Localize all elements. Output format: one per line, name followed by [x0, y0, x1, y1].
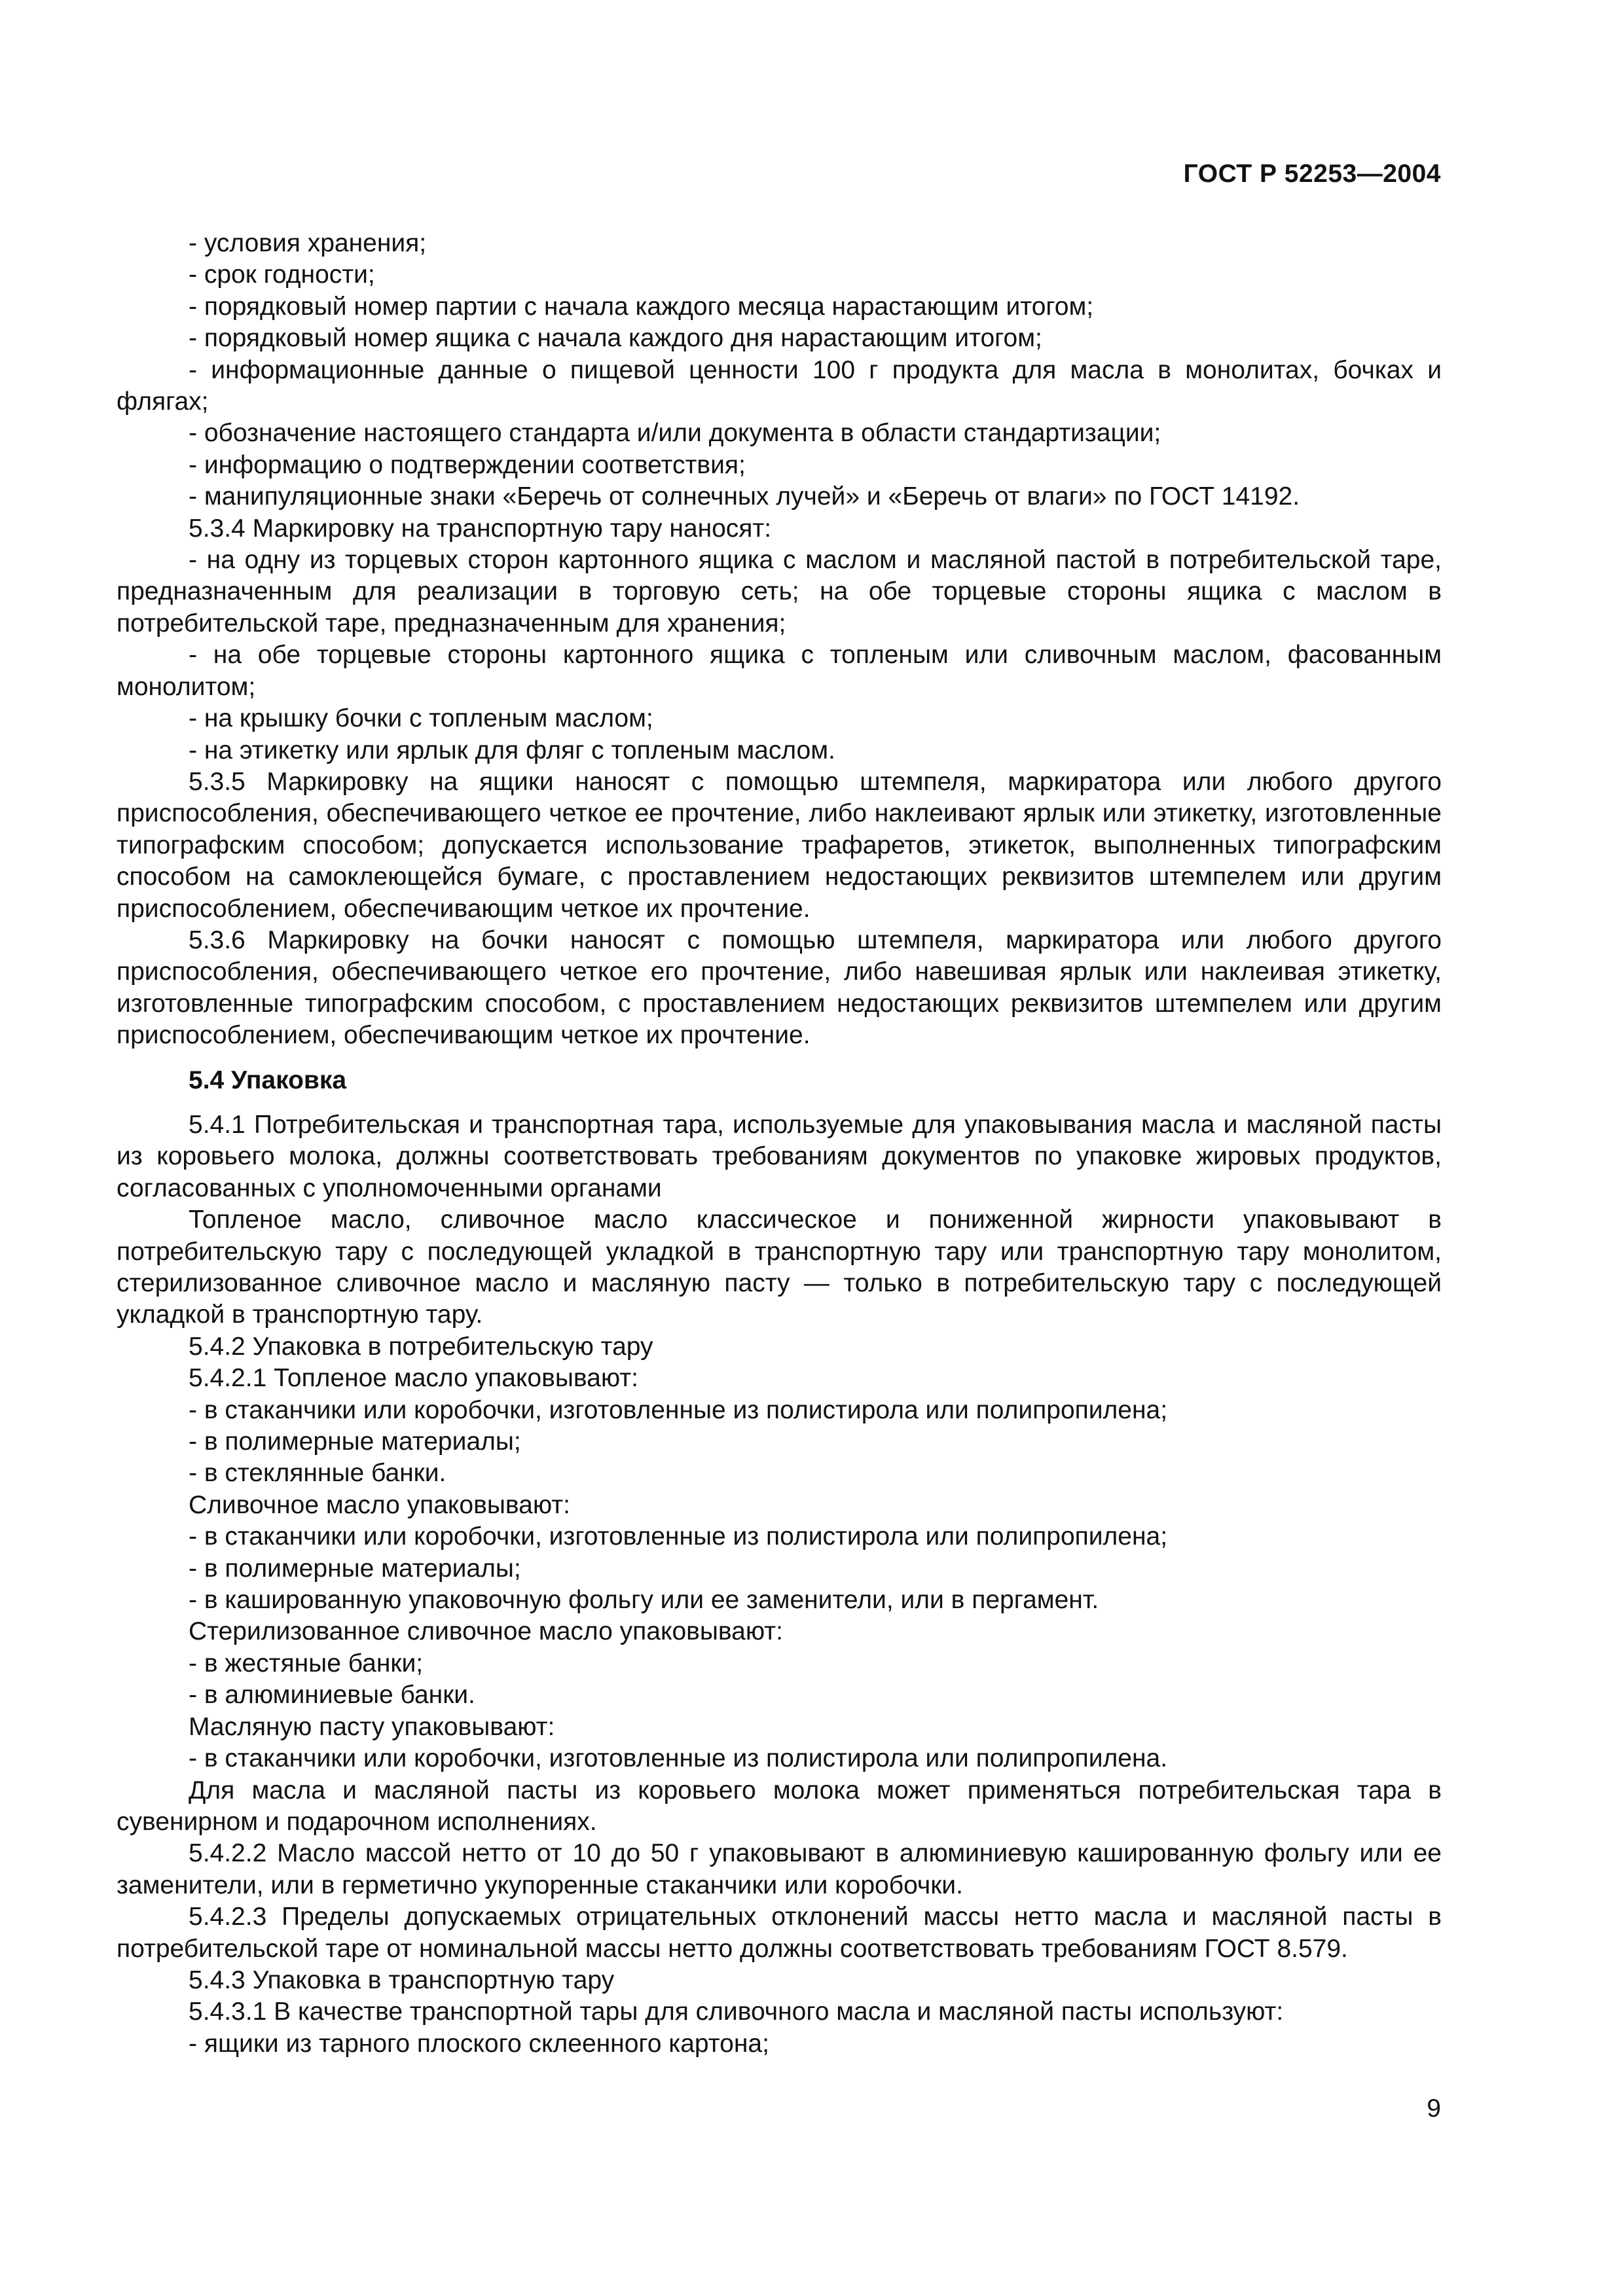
paragraph: 5.4.1 Потребительская и транспортная тара, используемые для упаковывания масла и масляной пасты из коровьего молока, должны соответствовать требованиям документов по упаковке жировых продуктов, согласованных с уполномоченными органами [117, 1110, 1442, 1202]
paragraph: - на этикетку или ярлык для фляг с топленым маслом. [189, 736, 835, 764]
section-title-5-4: 5.4 Упаковка [189, 1066, 347, 1094]
paragraph: - на обе торцевые стороны картонного ящика с топленым или сливочным маслом, фасованным монолитом; [117, 641, 1442, 701]
paragraph: - в жестяные банки; [189, 1649, 424, 1677]
paragraph: - информацию о подтверждении соответствия; [189, 450, 746, 479]
paragraph: 5.4.2.1 Топленое масло упаковывают: [189, 1364, 638, 1393]
paragraph: - в кашированную упаковочную фольгу или ее заменители, или в пергамент. [189, 1586, 1099, 1615]
paragraph: - в стеклянные банки. [189, 1459, 447, 1488]
paragraph: - на крышку бочки с топленым маслом; [189, 704, 653, 733]
section-5-3-continuation [117, 228, 1442, 1052]
paragraph: - в полимерные материалы; [189, 1427, 521, 1456]
page-number: 9 [1427, 2094, 1441, 2123]
paragraph: - условия хранения; [189, 229, 427, 257]
section-5-4-content [117, 1109, 1442, 2060]
paragraph: Для масла и масляной пасты из коровьего молока может применяться потребительская тара в сувенирном и подарочном исполнениях. [117, 1776, 1442, 1836]
paragraph: - в стаканчики или коробочки, изготовленные из полистирола или полипропилена; [189, 1395, 1168, 1424]
paragraph: - в стаканчики или коробочки, изготовленные из полистирола или полипропилена. [189, 1744, 1168, 1773]
paragraph: - информационные данные о пищевой ценности 100 г продукта для масла в монолитах, бочках и флягах; [117, 355, 1442, 416]
paragraph: 5.4.2.3 Пределы допускаемых отрицательных отклонений массы нетто масла и масляной пасты в потребительской таре от номинальной массы нетто должны соответствовать требованиям ГОСТ 8.579. [117, 1903, 1442, 1963]
paragraph: - в полимерные материалы; [189, 1554, 521, 1583]
paragraph: - в алюминиевые банки. [189, 1681, 475, 1710]
paragraph: Масляную пасту упаковывают: [189, 1712, 555, 1741]
paragraph: 5.3.6 Маркировку на бочки наносят с помощью штемпеля, маркиратора или любого другого приспособления, обеспечивающего четкое его прочтение, либо навешивая ярлык или наклеивая этикетку, изготовленные типографским способом, с проставлением недостающих реквизитов штемпелем или другим приспособлением, обеспечивающим четкое их прочтение. [117, 925, 1442, 1050]
paragraph: - ящики из тарного плоского склеенного картона; [189, 2029, 769, 2058]
paragraph: 5.4.3.1 В качестве транспортной тары для сливочного масла и масляной пасты используют: [189, 1998, 1284, 2026]
document-body [117, 228, 1442, 2060]
paragraph: 5.4.2 Упаковка в потребительскую тару [189, 1332, 653, 1361]
paragraph: - обозначение настоящего стандарта и/или документа в области стандартизации; [189, 419, 1161, 448]
paragraph: 5.3.4 Маркировку на транспортную тару наносят: [189, 514, 772, 543]
paragraph: Стерилизованное сливочное масло упаковывают: [189, 1617, 783, 1646]
paragraph: Сливочное масло упаковывают: [189, 1490, 570, 1519]
paragraph: 5.4.2.2 Масло массой нетто от 10 до 50 г упаковывают в алюминиевую кашированную фольгу или ее заменители, или в герметично укупоренные стаканчики или коробочки. [117, 1839, 1442, 1899]
document-code-header: ГОСТ Р 52253—2004 [1183, 160, 1441, 188]
paragraph: - на одну из торцевых сторон картонного ящика с маслом и масляной пастой в потребительской таре, предназначенным для реализации в торговую сеть; на обе торцевые стороны ящика с маслом в потребительской таре, предназначенным для хранения; [117, 546, 1442, 637]
paragraph: - порядковый номер ящика с начала каждого дня нарастающим итогом; [189, 324, 1042, 353]
paragraph: - в стаканчики или коробочки, изготовленные из полистирола или полипропилена; [189, 1522, 1168, 1551]
paragraph: - манипуляционные знаки «Беречь от солнечных лучей» и «Беречь от влаги» по ГОСТ 14192. [189, 482, 1300, 511]
paragraph: Топленое масло, сливочное масло классическое и пониженной жирности упаковывают в потребительскую тару с последующей укладкой в транспортную тару или транспортную тару монолитом, стерилизованное сливочное масло и масляную пасту — только в потребительскую тару с последующей укладкой в транспортную тару. [117, 1206, 1442, 1329]
paragraph: - порядковый номер партии с начала каждого месяца нарастающим итогом; [189, 292, 1094, 321]
paragraph: 5.4.3 Упаковка в транспортную тару [189, 1965, 615, 1994]
paragraph: 5.3.5 Маркировку на ящики наносят с помощью штемпеля, маркиратора или любого другого приспособления, обеспечивающего четкое ее прочтение, либо наклеивают ярлык или этикетку, изготовленные типографским способом; допускается использование трафаретов, этикеток, выполненных типографским способом на самоклеющейся бумаге, с проставлением недостающих реквизитов штемпелем или другим приспособлением, обеспечивающим четкое их прочтение. [117, 767, 1442, 923]
paragraph: - срок годности; [189, 260, 375, 289]
